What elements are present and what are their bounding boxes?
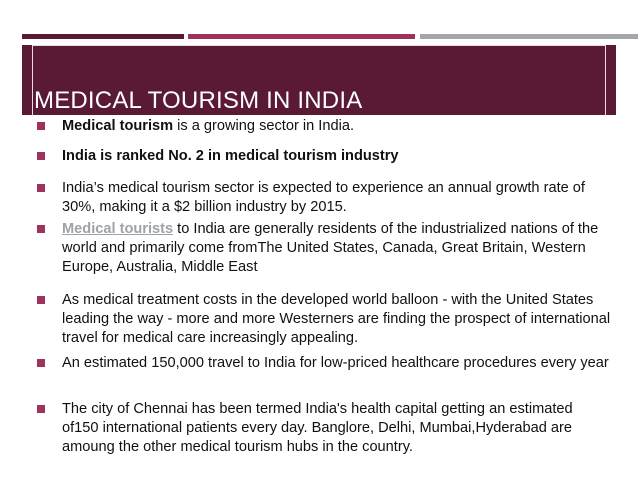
bullet-plain-text: to India are generally residents of the industrialized nations of the world and primarily come fromThe United States, Canada, Great Britain, Western Europe, Australia, Middle East (62, 221, 599, 275)
bullet-item (37, 117, 612, 136)
top-accent-bars (22, 34, 638, 39)
bullet-plain-text: is a growing sector in India. (173, 118, 354, 134)
medical-tourists-link[interactable]: Medical tourists (62, 221, 174, 237)
accent-bar-magenta (188, 34, 415, 39)
bullet-text: As medical treatment costs in the developed world balloon - with the United States leading the way - more and more Westerners are finding the prospect of international travel for medical care increasingly appealing. (62, 292, 611, 346)
bullet-marker (37, 296, 45, 304)
bullet-item (37, 179, 612, 217)
bullet-bold-text: India is ranked No. 2 in medical tourism industry (62, 148, 399, 164)
bullet-item (37, 147, 612, 166)
bullet-item (37, 354, 612, 373)
accent-bar-gray (420, 34, 638, 39)
bullet-marker (37, 152, 45, 160)
bullet-item (37, 400, 612, 456)
bullet-marker (37, 184, 45, 192)
bullet-item (37, 291, 612, 347)
accent-bar-dark (22, 34, 184, 39)
bullet-marker (37, 405, 45, 413)
bullet-text: An estimated 150,000 travel to India for low-priced healthcare procedures every year (62, 355, 609, 371)
bullet-marker (37, 225, 45, 233)
slide-title: MEDICAL TOURISM IN INDIA (34, 87, 363, 114)
bullet-marker (37, 122, 45, 130)
bullet-text: The city of Chennai has been termed India's health capital getting an estimated of150 international patients every day. Banglore, Delhi, Mumbai,Hyderabad are amoung the other medical tourism hubs in the country. (62, 401, 573, 455)
bullet-text (62, 117, 612, 136)
bullet-text: India’s medical tourism sector is expected to experience an annual growth rate of 30%, making it a $2 billion industry by 2015. (62, 180, 585, 215)
bullet-bold-text: Medical tourism (62, 118, 174, 134)
bullet-text (62, 220, 612, 276)
bullet-marker (37, 359, 45, 367)
bullet-item (37, 220, 612, 276)
